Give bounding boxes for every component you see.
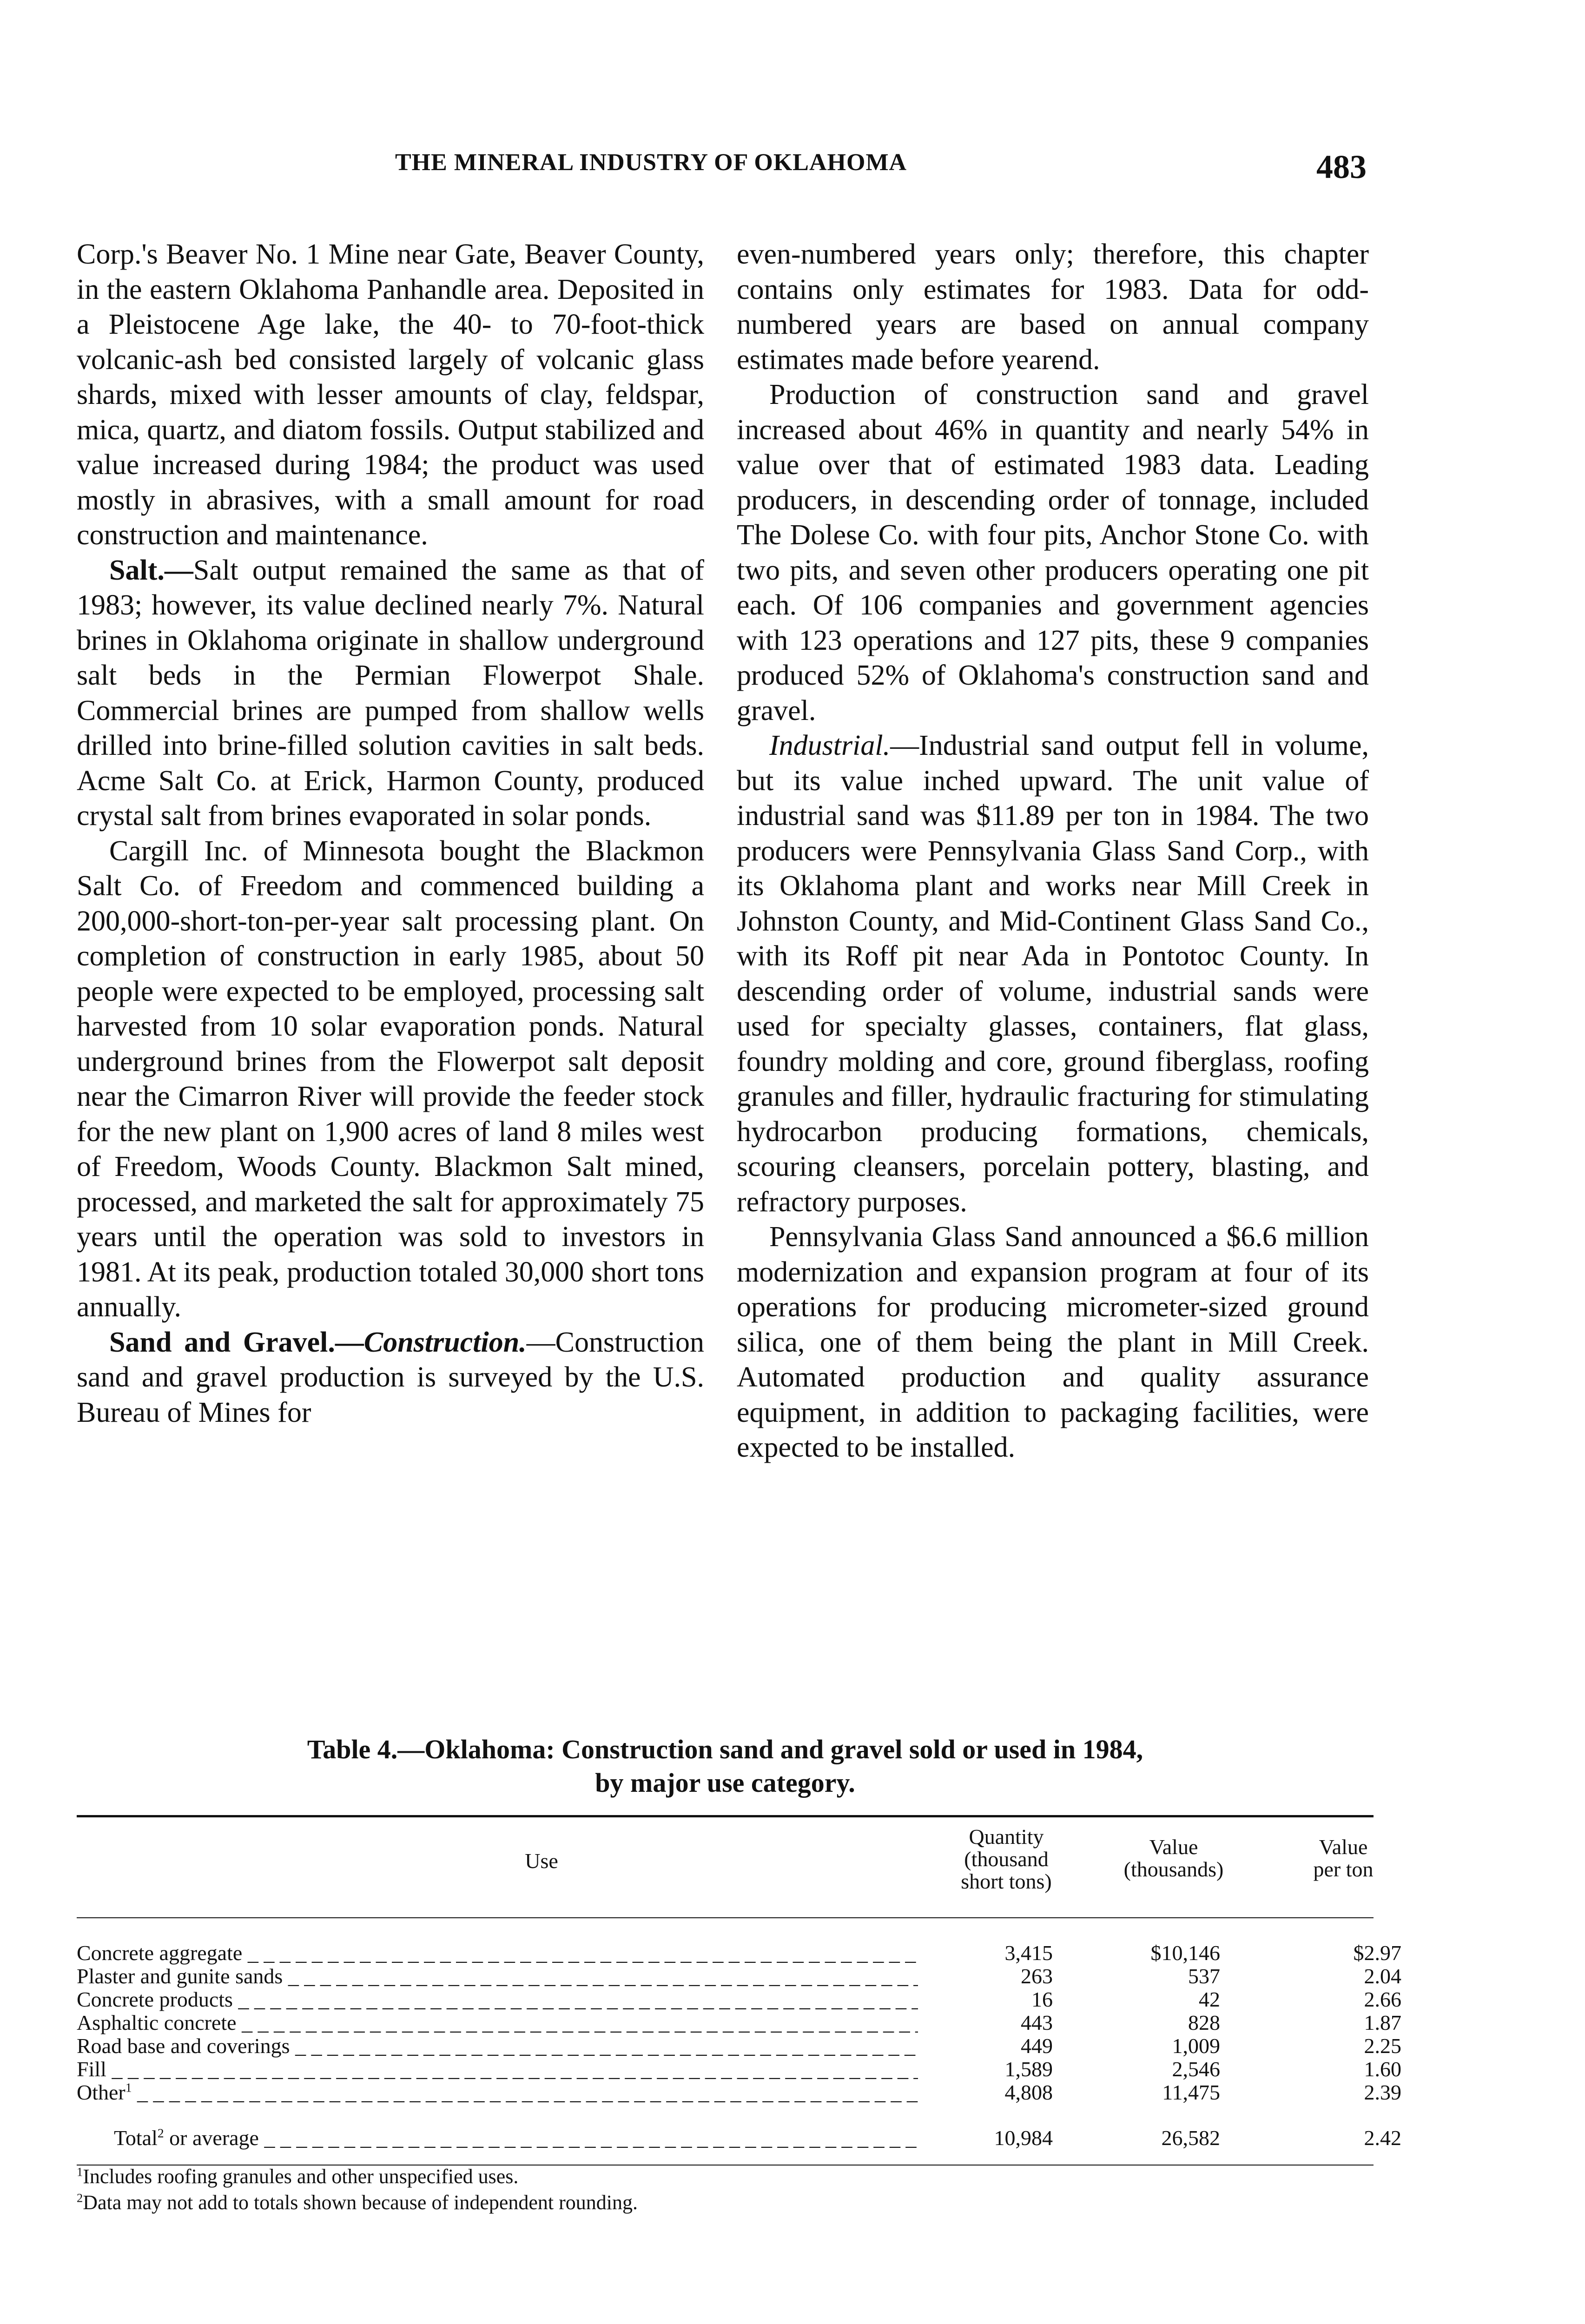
row-use xyxy=(77,2081,918,2104)
construction-subheading: Construction. xyxy=(363,1326,527,1358)
row-quantity: 16 xyxy=(1031,1987,1053,2011)
footnote-1 xyxy=(77,2164,1374,2190)
sand-gravel-paragraph xyxy=(77,1325,704,1431)
header-value-per-ton xyxy=(1285,1836,1401,1881)
table-row xyxy=(77,2034,1401,2058)
total-value-per-ton: 2.42 xyxy=(1364,2126,1401,2150)
row-value-per-ton: $2.97 xyxy=(1353,1941,1401,1965)
salt-paragraph xyxy=(77,553,704,834)
row-value-per-ton: 2.04 xyxy=(1364,1964,1401,1988)
row-value-per-ton: 2.25 xyxy=(1364,2034,1401,2058)
header-use: Use xyxy=(525,1849,558,1873)
table-title xyxy=(77,1733,1374,1800)
row-quantity: 1,589 xyxy=(1004,2057,1053,2081)
salt-text: Salt output remained the same as that of 1983; however, its value declined nearly 7%. Natural brines in Oklahoma originate in shallow underground salt beds in the Permian Flowerpot Shale. Commercial brines are pumped from shallow wells drilled into brine-filled solution cavities in salt beds. Acme Salt Co. at Erick, Harmon County, produced crystal salt from brines evaporated in solar ponds. xyxy=(77,554,704,832)
industrial-paragraph xyxy=(737,728,1369,1220)
total-label-text: Total xyxy=(114,2126,158,2150)
row-use: Concrete aggregate _ _ _ xyxy=(77,1941,918,1965)
table-row xyxy=(77,2011,1401,2034)
table-body xyxy=(77,1918,1401,2113)
right-column xyxy=(737,237,1369,1466)
total-label xyxy=(77,2126,918,2150)
row-use-text: Other xyxy=(77,2081,125,2104)
header-quantity-line-3: short tons) xyxy=(961,1869,1052,1893)
pennsylvania-paragraph: Pennsylvania Glass Sand announced a $6.6 million modernization and expansion program at four of its operations for producing micrometer-sized ground silica, one of them being the plant in Mill Creek. Automated production and quality assurance equipment, in addition to packaging facilities, were expected to be installed. xyxy=(737,1221,1369,1463)
header-value-per-ton-line-1: Value xyxy=(1319,1835,1368,1859)
header-value-line-1: Value xyxy=(1149,1835,1198,1859)
footnote-mark: 2 xyxy=(157,2126,164,2140)
construction-sand-table xyxy=(77,1815,1401,2166)
row-value: 537 xyxy=(1188,1964,1220,1988)
row-use: Concrete products _ _ _ xyxy=(77,1988,918,2011)
header-quantity-line-2: (thousand xyxy=(964,1847,1049,1871)
sand-gravel-heading: Sand and Gravel.— xyxy=(109,1326,364,1358)
table-total-row xyxy=(77,2113,1401,2165)
row-use: Road base and coverings _ _ _ xyxy=(77,2034,918,2058)
footnote-text: Includes roofing granules and other unspecified uses. xyxy=(83,2165,519,2188)
footnote-mark: 2 xyxy=(77,2191,83,2205)
total-value: 26,582 xyxy=(1161,2126,1220,2150)
salt-heading: Salt.— xyxy=(109,554,193,586)
total-row xyxy=(77,2126,1401,2150)
header-value xyxy=(1090,1836,1257,1881)
table-header xyxy=(77,1817,1374,1917)
row-value: 42 xyxy=(1199,1987,1220,2011)
left-paragraph-1: Corp.'s Beaver No. 1 Mine near Gate, Beaver County, in the eastern Oklahoma Panhandle area. Deposited in a Pleistocene Age lake, the 40- to 70-foot-thick volcanic-ash bed consisted largely of volcanic glass shards, mixed with lesser amounts of clay, feldspar, mica, quartz, and diatom fossils. Output stabilized and value increased during 1984; the product was used mostly in abrasives, with a small amount for road construction and maintenance. xyxy=(77,238,704,551)
row-quantity: 443 xyxy=(1021,2011,1053,2034)
right-paragraph-1: even-numbered years only; therefore, this chapter contains only estimates for 1983. Data for odd-numbered years are based on annual company estimates made before yearend. xyxy=(737,238,1369,376)
table-row xyxy=(77,2057,1401,2081)
construction-production-paragraph: Production of construction sand and gravel increased about 46% in quantity and nearly 54% in value over that of estimated 1983 data. Leading producers, in descending order of tonnage, included The Dolese Co. with four pits, Anchor Stone Co. with two pits, and seven other producers operating one pit each. Of 106 companies and government agencies with 123 operations and 127 pits, these 9 companies produced 52% of Oklahoma's construction sand and gravel. xyxy=(737,379,1369,726)
row-value-per-ton: 2.66 xyxy=(1364,1987,1401,2011)
left-column xyxy=(77,237,704,1430)
sand-gravel-text: —Construction sand and gravel production is surveyed by the U.S. Bureau of Mines for xyxy=(77,1326,704,1428)
row-quantity: 4,808 xyxy=(1004,2080,1053,2104)
total-quantity: 10,984 xyxy=(994,2126,1053,2150)
header-quantity-line-1: Quantity xyxy=(969,1825,1044,1849)
table-row xyxy=(77,1964,1401,1988)
table-title-line-2: by major use category. xyxy=(595,1768,855,1798)
row-value: 1,009 xyxy=(1172,2034,1220,2058)
table-title-line-1: Table 4.—Oklahoma: Construction sand and gravel sold or used in 1984, xyxy=(307,1734,1143,1764)
page-number: 483 xyxy=(1316,148,1367,185)
footnote-text: Data may not add to totals shown because of independent rounding. xyxy=(83,2191,638,2214)
row-value: 11,475 xyxy=(1162,2080,1220,2104)
row-value-per-ton: 1.87 xyxy=(1364,2011,1401,2034)
table-footnotes xyxy=(77,2164,1374,2216)
row-value-per-ton: 2.39 xyxy=(1364,2080,1401,2104)
header-value-line-2: (thousands) xyxy=(1123,1857,1224,1881)
row-value: $10,146 xyxy=(1150,1941,1220,1965)
row-use: Plaster and gunite sands _ _ _ xyxy=(77,1965,918,1988)
row-quantity: 263 xyxy=(1021,1964,1053,1988)
row-quantity: 3,415 xyxy=(1004,1941,1053,1965)
total-label-rest: or average xyxy=(164,2126,259,2150)
table-row xyxy=(77,1941,1401,1965)
industrial-text: —Industrial sand output fell in volume, but its value inched upward. The unit value of industrial sand was $11.89 per ton in 1984. The two producers were Pennsylvania Glass Sand Corp., with its Oklahoma plant and works near Mill Creek in Johnston County, and Mid-Continent Glass Sand Co., with its Roff pit near Ada in Pontotoc County. In descending order of volume, industrial sands were used for specialty glasses, containers, flat glass, foundry molding and core, ground fiberglass, roofing granules and filler, hydraulic fracturing for stimulating hydrocarbon producing formations, chemicals, scouring cleansers, porcelain pottery, blasting, and refractory purposes. xyxy=(737,730,1369,1218)
running-head: THE MINERAL INDUSTRY OF OKLAHOMA xyxy=(395,149,907,176)
table-row xyxy=(77,1987,1401,2011)
table-row xyxy=(77,2080,1401,2104)
row-use: Fill _ _ _ xyxy=(77,2058,918,2081)
footnote-2 xyxy=(77,2190,1374,2216)
header-value-per-ton-line-2: per ton xyxy=(1313,1857,1374,1881)
row-value: 2,546 xyxy=(1172,2057,1220,2081)
row-quantity: 449 xyxy=(1021,2034,1053,2058)
row-value: 828 xyxy=(1188,2011,1220,2034)
footnote-mark: 1 xyxy=(77,2165,83,2179)
header-quantity xyxy=(927,1826,1085,1893)
cargill-paragraph: Cargill Inc. of Minnesota bought the Blackmon Salt Co. of Freedom and commenced building a 200,000-short-ton-per-year salt processing plant. On completion of construction in early 1985, about 50 people were expected to be employed, processing salt harvested from 10 solar evaporation ponds. Natural underground brines from the Flowerpot salt deposit near the Cimarron River will provide the feeder stock for the new plant on 1,900 acres of land 8 miles west of Freedom, Woods County. Blackmon Salt mined, processed, and marketed the salt for approximately 75 years until the operation was sold to investors in 1981. At its peak, production totaled 30,000 short tons annually. xyxy=(77,835,704,1323)
row-value-per-ton: 1.60 xyxy=(1364,2057,1401,2081)
footnote-mark: 1 xyxy=(125,2081,132,2095)
industrial-subheading: Industrial. xyxy=(769,730,891,761)
row-use: Asphaltic concrete _ _ _ xyxy=(77,2011,918,2034)
